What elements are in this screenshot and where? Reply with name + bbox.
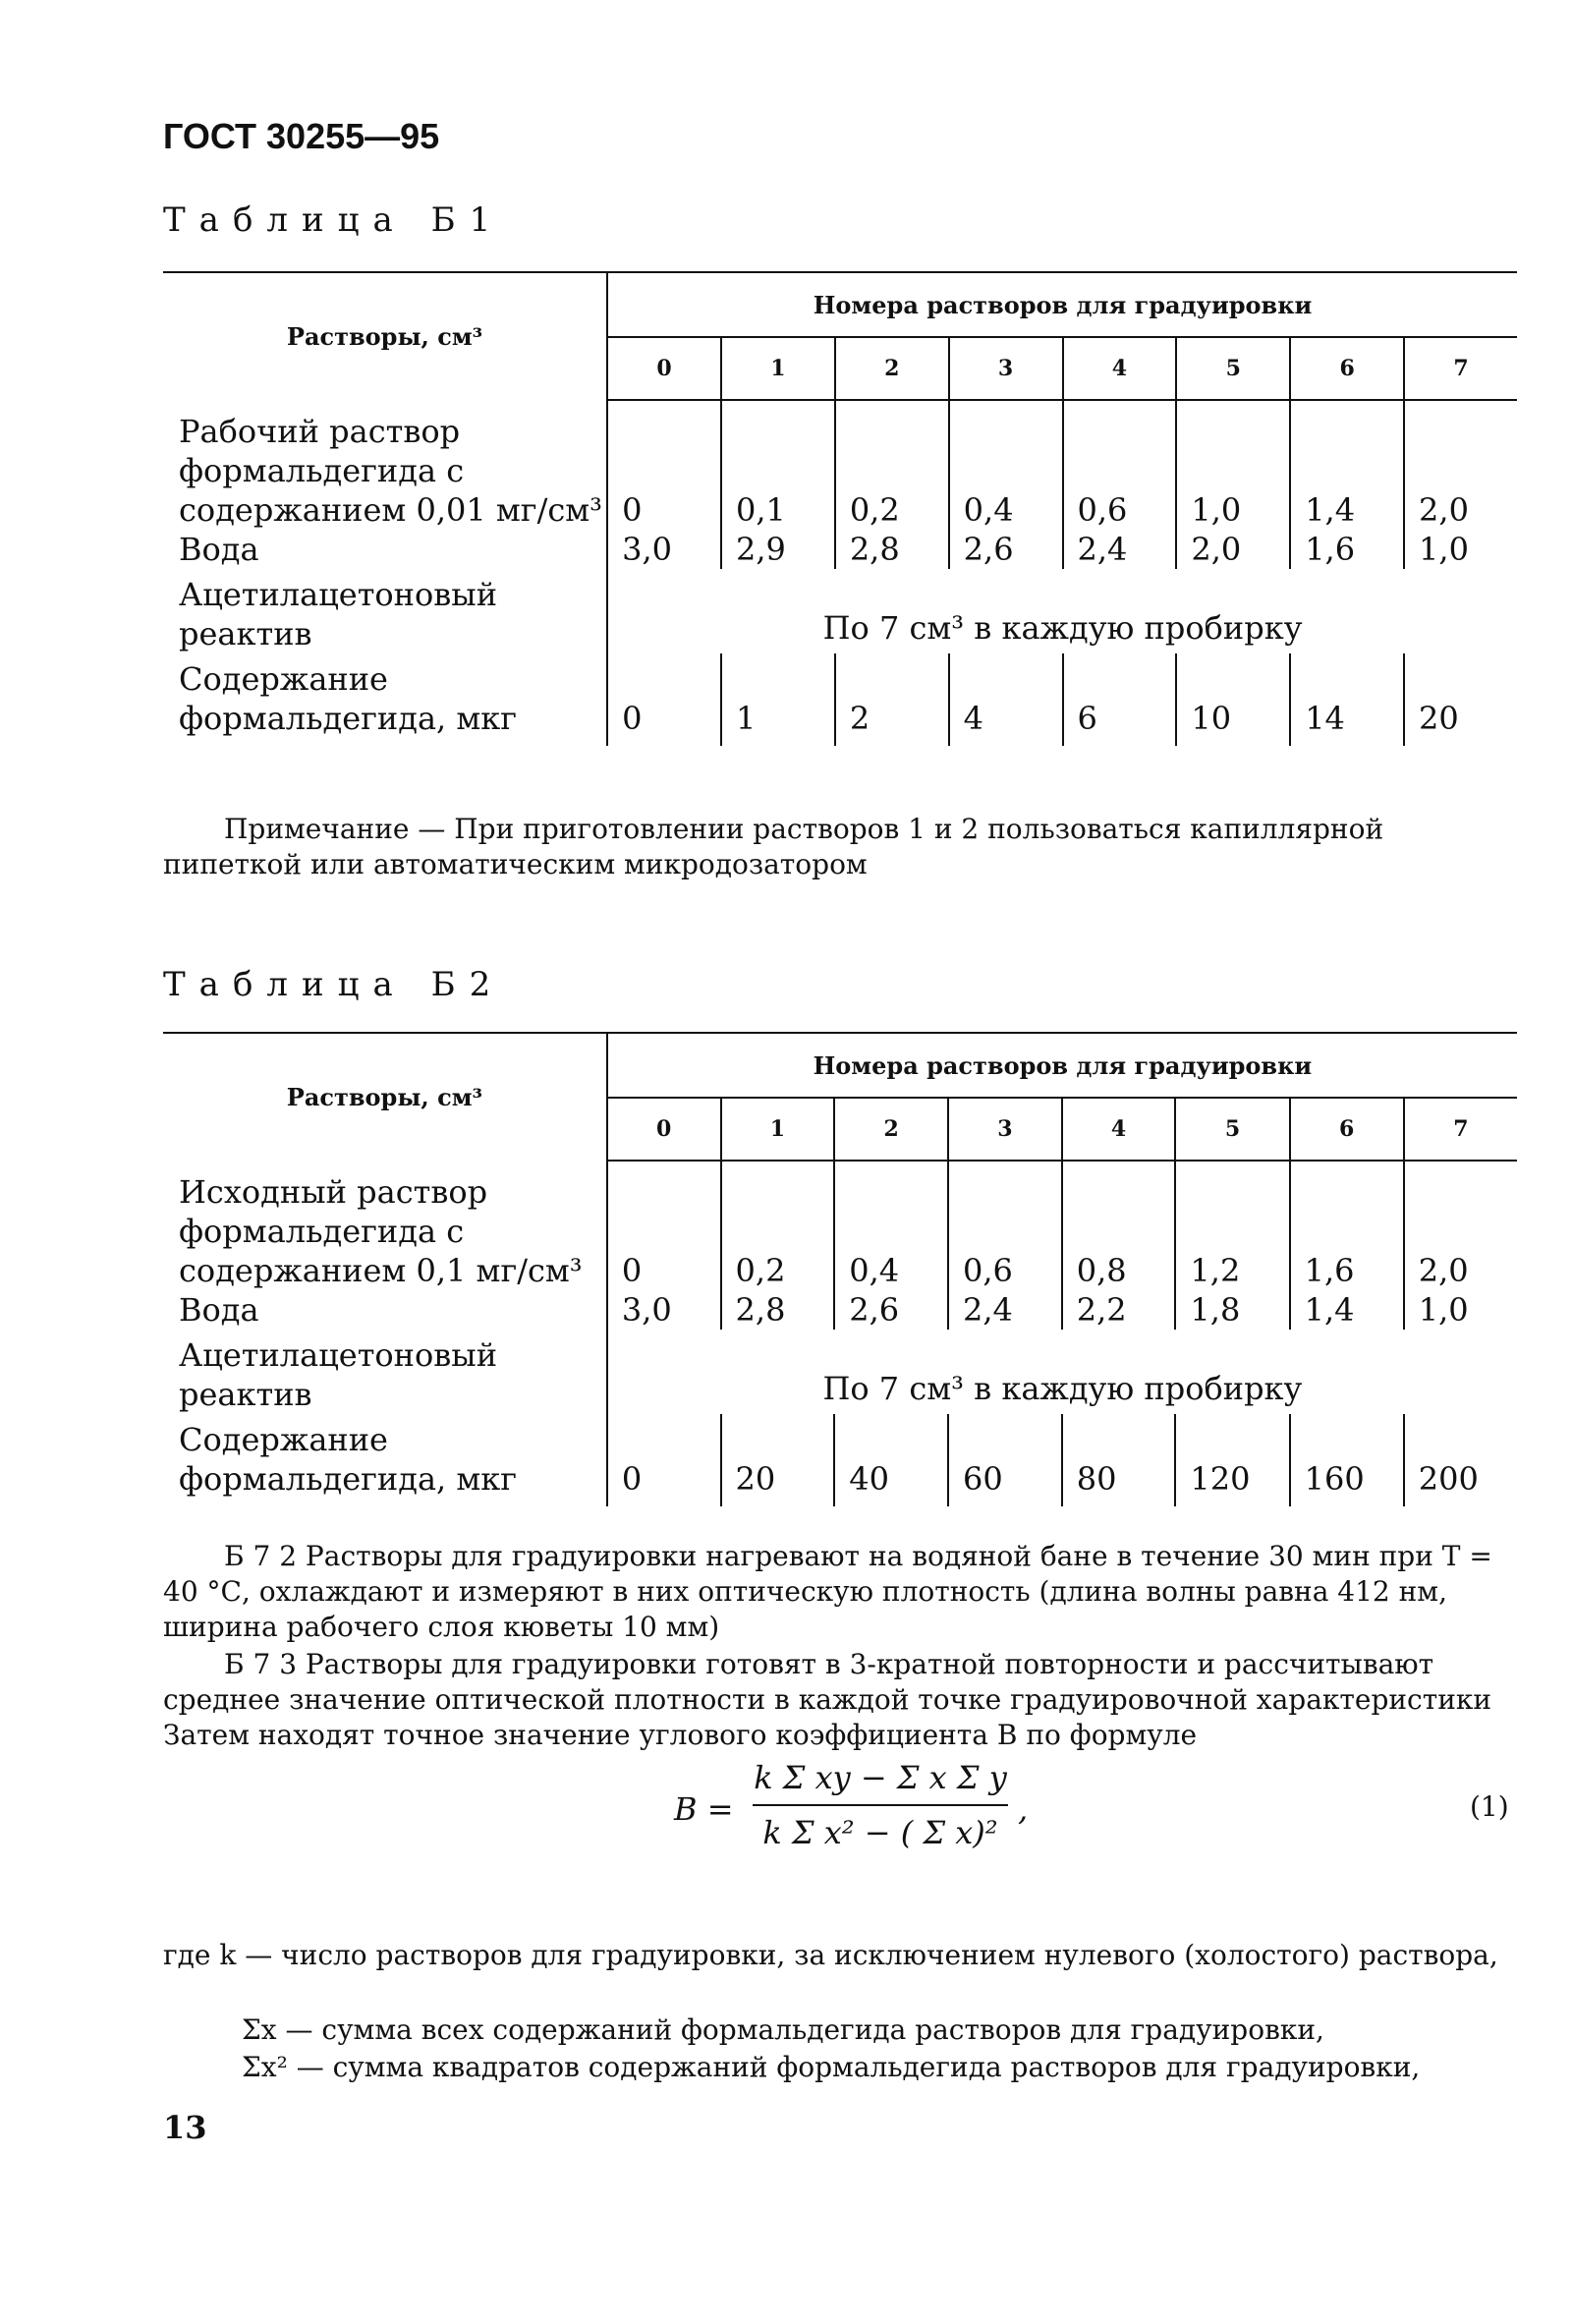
table-cell: 60 [948,1414,1062,1506]
table-row-label: Рабочий раствор формальдегида с содержанием 0,01 мг/см³ [179,413,602,529]
where-line-sum-x: Σx — сумма всех содержаний формальдегида растворов для градуировки, [242,2013,1324,2046]
table-cell: 0 [607,1414,721,1506]
table-b2-col-header-text: Растворы, см³ [286,1083,483,1111]
table-row [163,1290,1517,1330]
table-cell: 2,8 [835,530,949,569]
table-cell: 0,6 [948,1161,1062,1290]
table-b1-num: 4 [1063,337,1177,400]
paragraph-b72: Б 7 2 Растворы для градуировки нагревают на водяной бане в течение 30 мин при T = 40 °С, охлаждают и измеряют в них оптическую плотность (длина волны равна 412 нм, ширина рабочего слоя кюветы 10 мм) [163,1540,1492,1643]
table-cell: 6 [1063,653,1177,746]
table-b2-num: 1 [721,1098,835,1161]
table-b1-num: 2 [835,337,949,400]
table-row-label: Содержание формальдегида, мкг [179,660,518,737]
formula-number: (1) [1470,1790,1509,1823]
table-cell: 1,6 [1290,1161,1404,1290]
table-row [163,1330,1517,1414]
table-cell: 0 [607,653,721,746]
table-b1-num: 6 [1290,337,1404,400]
table-row-label: Вода [179,1291,259,1329]
table-span-cell: По 7 см³ в каждую пробирку [607,1330,1517,1414]
table-cell: 2,6 [834,1290,948,1330]
table-cell: 2,8 [721,1290,835,1330]
formula-fraction-bar [753,1804,1008,1806]
table-cell: 120 [1175,1414,1289,1506]
table-cell: 20 [721,1414,835,1506]
standard-header: ГОСТ 30255—95 [163,116,440,156]
table-cell: 1,0 [1176,400,1290,530]
table-b1-num: 1 [721,337,835,400]
table-cell: 200 [1404,1414,1517,1506]
table-row [163,1414,1517,1506]
table-b1-num: 3 [949,337,1063,400]
table-b1-col-header [163,273,607,400]
table-b2-num: 2 [834,1098,948,1161]
table-b2-col-header [163,1034,607,1161]
table-b2-caption: Таблица Б2 [163,965,505,1004]
table-cell: 3,0 [607,1290,721,1330]
table-row [163,653,1517,746]
table-b1-num: 7 [1404,337,1517,400]
table-b1-group-header-text: Номера растворов для градуировки [813,290,1313,319]
table-cell: 0,6 [1063,400,1177,530]
table-cell: 1,0 [1404,530,1517,569]
table-cell: 1,4 [1290,1290,1404,1330]
table-b2-num: 3 [948,1098,1062,1161]
table-row-label: Ацетилацетоновый реактив [179,576,498,652]
table-cell: 0,2 [721,1161,835,1290]
table-b1-caption: Таблица Б1 [163,200,505,240]
table-cell: 1,4 [1290,400,1404,530]
table-cell: 0,8 [1062,1161,1176,1290]
table-b1-note: Примечание — При приготовлении растворов 1 и 2 пользоваться капиллярной пипеткой или автоматическим микродозатором [163,813,1384,880]
table-b1-num: 0 [607,337,721,400]
table-b2 [163,1034,1517,1506]
table-b2-num: 0 [607,1098,721,1161]
table-cell: 2,6 [949,530,1063,569]
table-b2-group-header [607,1034,1517,1098]
table-cell: 160 [1290,1414,1404,1506]
table-cell: 2,4 [1063,530,1177,569]
table-cell: 3,0 [607,530,721,569]
table-row-label: Исходный раствор формальдегида с содержанием 0,1 мг/см³ [179,1173,583,1289]
table-cell: 0,1 [721,400,835,530]
table-cell: 0,4 [834,1161,948,1290]
table-cell: 2,0 [1404,1161,1517,1290]
table-cell: 1,0 [1404,1290,1517,1330]
table-cell: 1,2 [1175,1161,1289,1290]
table-b1-num: 5 [1176,337,1290,400]
table-cell: 14 [1290,653,1404,746]
table-cell: 40 [834,1414,948,1506]
formula-denominator: k Σ x² − ( Σ x)² [762,1814,998,1851]
table-row [163,400,1517,530]
table-cell: 1,8 [1175,1290,1289,1330]
formula-numerator: k Σ xy − Σ x Σ y [754,1759,1007,1796]
table-row [163,1161,1517,1290]
table-span-cell: По 7 см³ в каждую пробирку [607,569,1517,653]
table-b2-num: 6 [1290,1098,1404,1161]
table-cell: 80 [1062,1414,1176,1506]
table-row-label: Ацетилацетоновый реактив [179,1336,498,1413]
table-cell: 2,0 [1404,400,1517,530]
table-cell: 2 [835,653,949,746]
table-b2-num: 7 [1404,1098,1517,1161]
where-line-k: где k — число растворов для градуировки, за исключением нулевого (холостого) раствора, [163,1939,1498,1971]
where-line-sum-x2: Σx² — сумма квадратов содержаний формальдегида растворов для градуировки, [242,2051,1421,2083]
formula-lhs: В = [674,1790,734,1828]
table-cell: 2,0 [1176,530,1290,569]
table-cell: 2,2 [1062,1290,1176,1330]
paragraph-b73: Б 7 3 Растворы для градуировки готовят в 3-кратной повторности и рассчитывают среднее значение оптической плотности в каждой точке градуировочной характеристики Затем находят точное значение углового коэффициента В по формуле [163,1648,1492,1751]
table-cell: 0,4 [949,400,1063,530]
table-cell: 10 [1176,653,1290,746]
table-b2-num: 4 [1062,1098,1176,1161]
table-cell: 1 [721,653,835,746]
table-cell: 2,9 [721,530,835,569]
table-b2-num: 5 [1175,1098,1289,1161]
table-row [163,530,1517,569]
page-number: 13 [163,2109,207,2146]
table-cell: 4 [949,653,1063,746]
formula-trailing-comma: , [1018,1790,1029,1828]
table-cell: 0 [607,400,721,530]
table-cell: 0 [607,1161,721,1290]
table-cell: 1,6 [1290,530,1404,569]
table-row [163,569,1517,653]
table-cell: 2,4 [948,1290,1062,1330]
table-cell: 20 [1404,653,1517,746]
table-b2-group-header-text: Номера растворов для градуировки [813,1050,1313,1080]
table-cell: 0,2 [835,400,949,530]
table-row-label: Содержание формальдегида, мкг [179,1421,518,1498]
table-b1-col-header-text: Растворы, см³ [286,322,483,351]
table-b1 [163,273,1517,746]
table-row-label: Вода [179,531,259,568]
table-b1-group-header [607,273,1517,337]
